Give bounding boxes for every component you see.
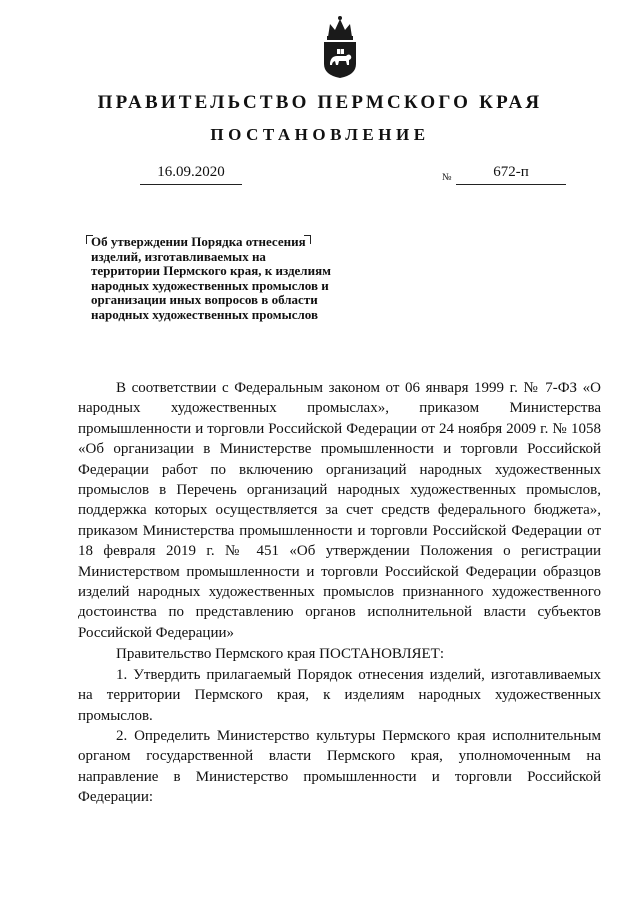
document-type-title: ПОСТАНОВЛЕНИЕ bbox=[210, 125, 430, 144]
government-title: ПРАВИТЕЛЬСТВО ПЕРМСКОГО КРАЯ bbox=[97, 92, 543, 113]
number-sign: № bbox=[442, 172, 452, 183]
document-date: 16.09.2020 bbox=[157, 164, 225, 180]
document-number: 672-п bbox=[493, 164, 529, 180]
preamble-paragraph: В соответствии с Федеральным законом от 06 января 1999 г. № 7-ФЗ «О народных художественных промыслах», приказом Министерства промышленности и торговли Российской Федерации от 24 ноября 2009 г. № 1058 «Об организации в Министерстве промышленности и торговли Российской Федерации работ по включению организаций народных художественных промыслов в Перечень организаций народных художественных промыслов, поддержка которых осуществляется за счет средств федерального бюджета», приказом Министерства промышленности и торговли Российской Федерации от 18 февраля 2019 г. № 451 «Об утверждении Положения о регистрации Министерством промышленности и торговли Российской Федерации образцов изделий народных художественных промыслов признанного художественного достоинства по представлению органов исполнительной власти субъектов Российской Федерации» bbox=[78, 380, 601, 641]
perm-krai-coat-of-arms-icon bbox=[318, 15, 362, 79]
item-2-paragraph: 2. Определить Министерство культуры Пермского края исполнительным органом государственной власти Пермского края, уполномоченным на направление в Министерство промышленности и торговли Российской Федерации: bbox=[78, 727, 601, 806]
document-body bbox=[78, 378, 601, 808]
document-subject: Об утверждении Порядка отнесения изделий, изготавливаемых на территории Пермского края, к изделиям народных художественных промыслов и организации иных вопросов в области народных художественных промыслов bbox=[91, 234, 331, 322]
number-underline bbox=[456, 184, 566, 185]
decree-paragraph: Правительство Пермского края ПОСТАНОВЛЯЕТ: bbox=[116, 646, 445, 663]
date-underline bbox=[140, 184, 242, 185]
item-1-paragraph: 1. Утвердить прилагаемый Порядок отнесения изделий, изготавливаемых на территории Пермского края, к изделиям народных художественных промыслов. bbox=[78, 666, 601, 724]
